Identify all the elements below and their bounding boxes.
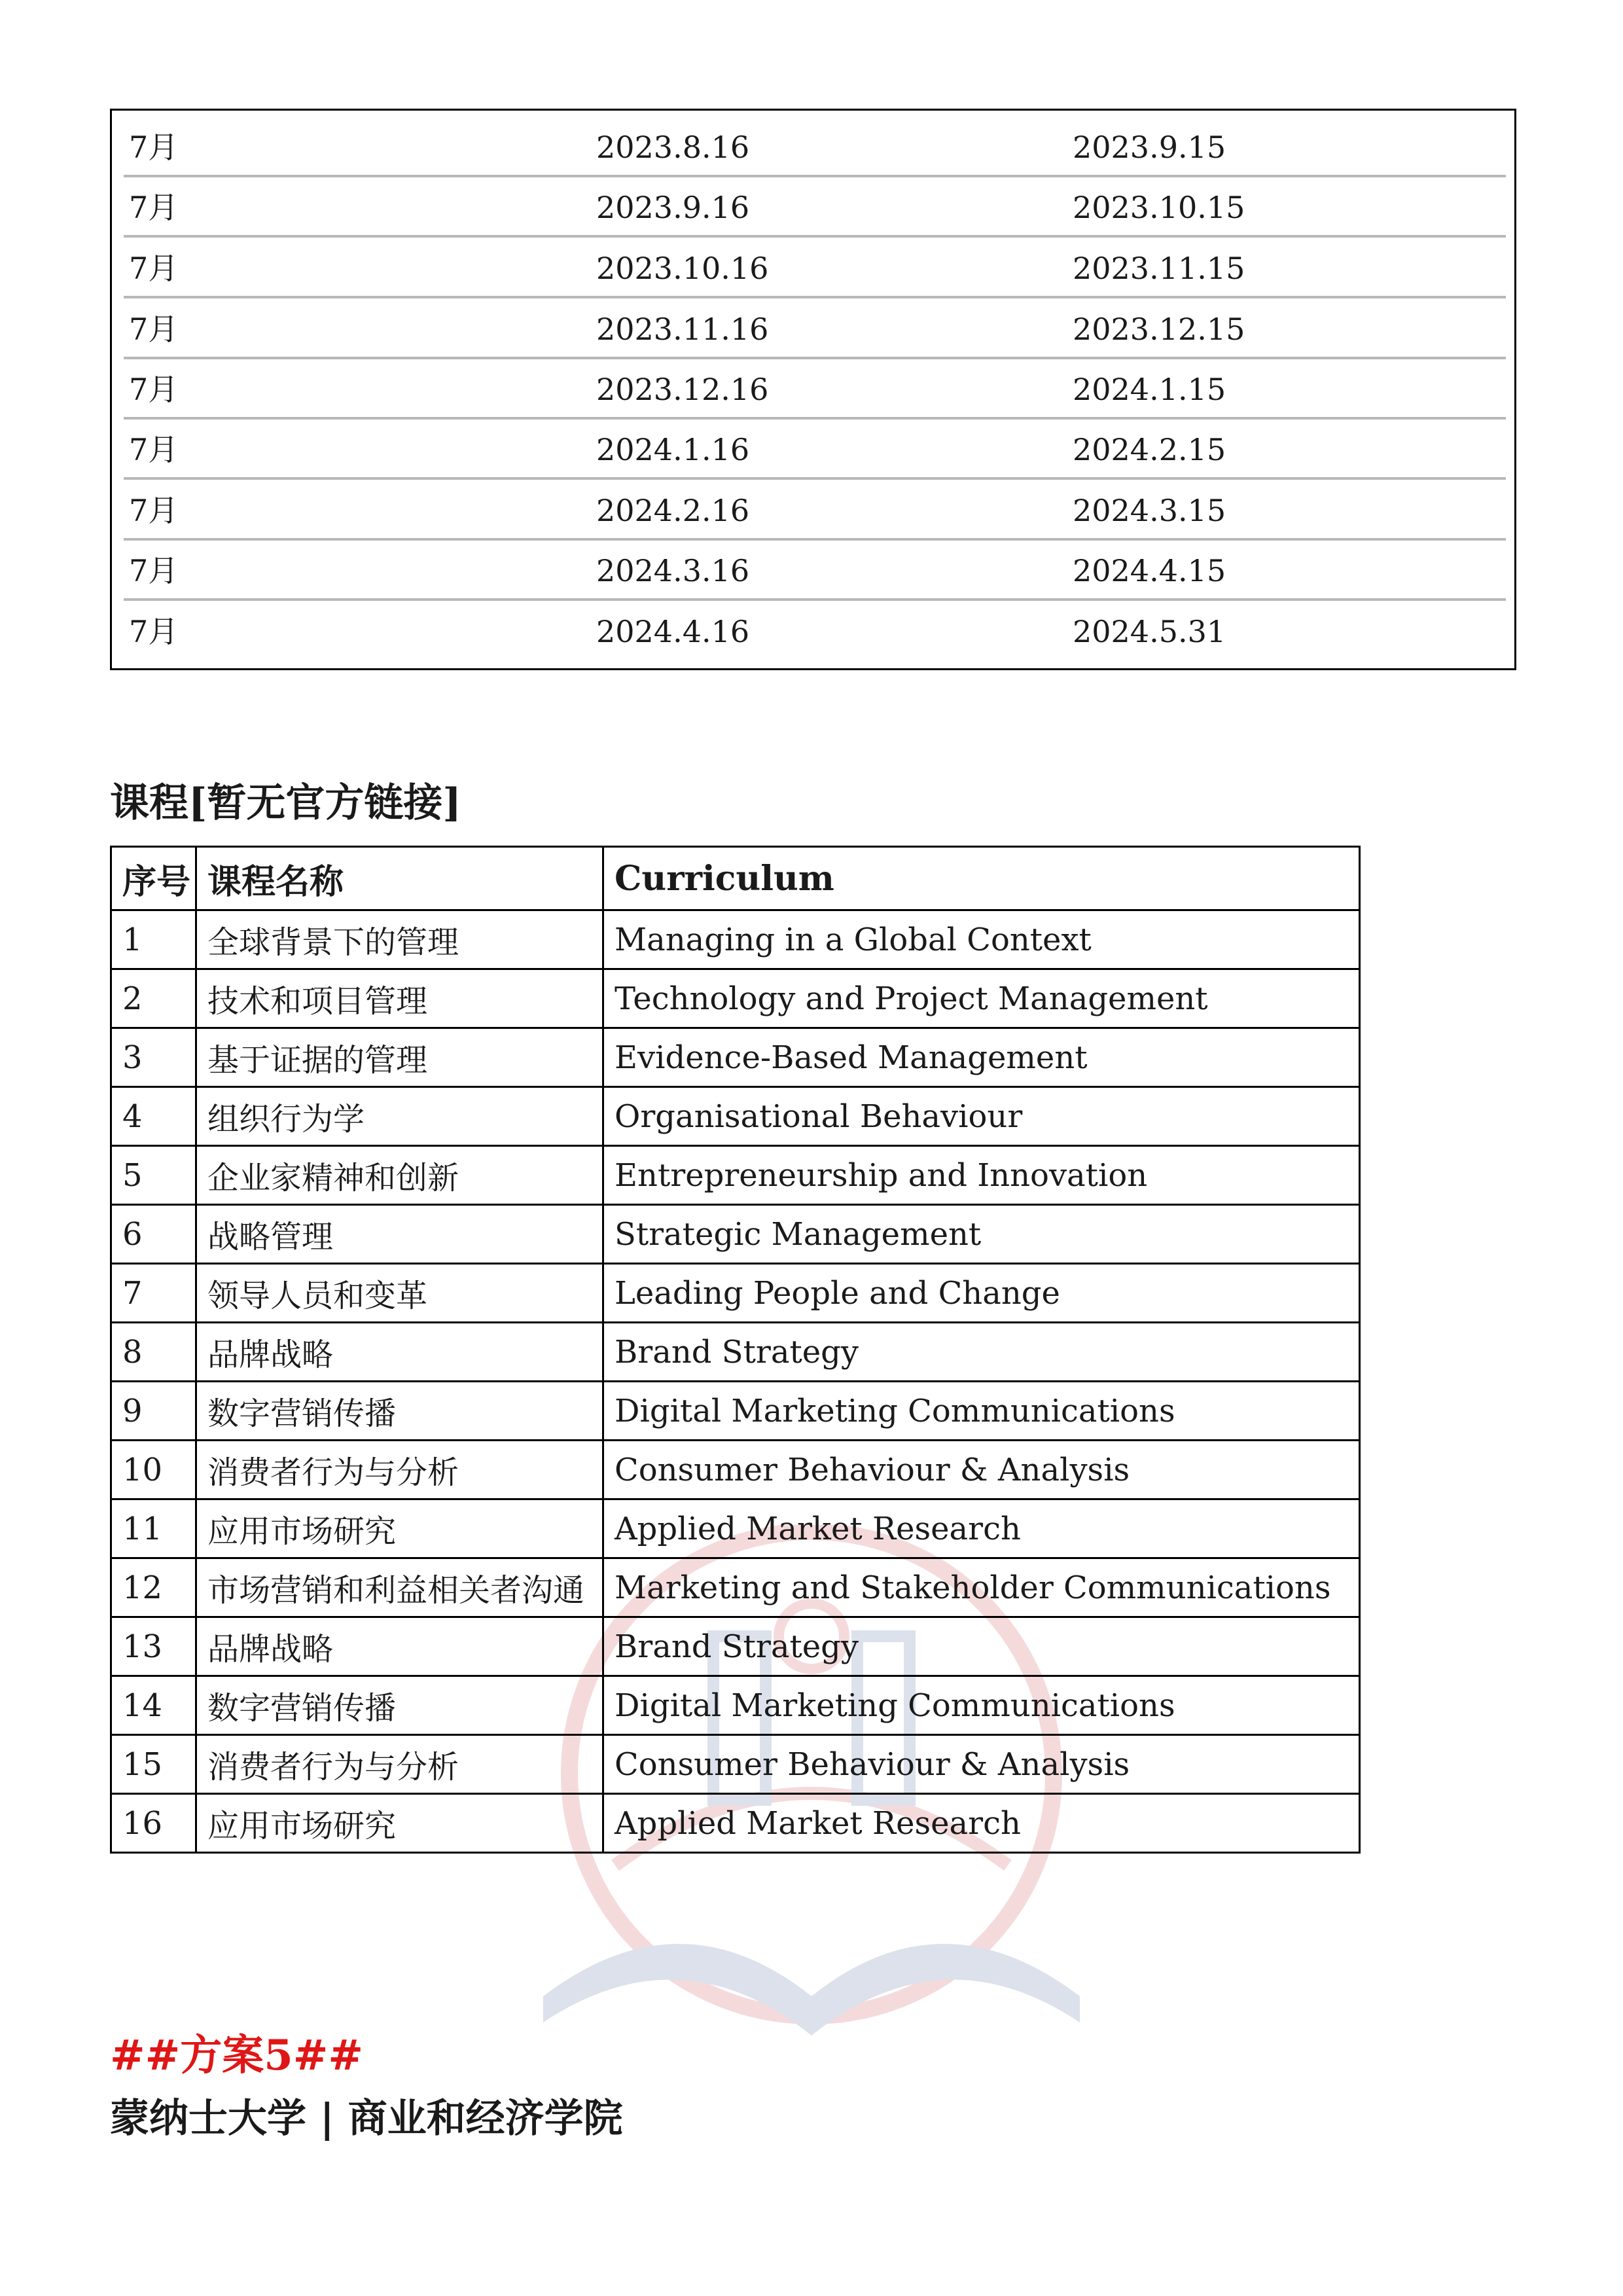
course-no: 15 [111,1735,196,1794]
course-name-en: Consumer Behaviour & Analysis [603,1441,1360,1499]
course-no: 11 [111,1499,196,1558]
table-row [111,1735,1360,1794]
course-name-cn: 战略管理 [196,1205,603,1264]
end-date-cell: 2023.9.15 [1073,130,1226,165]
start-date-cell: 2024.4.16 [596,614,750,649]
month-cell: 7月 [129,614,179,649]
table-row [111,1382,1360,1441]
course-no: 13 [111,1617,196,1676]
table-row [111,1323,1360,1382]
table-row [111,1676,1360,1735]
end-date-cell: 2023.12.15 [1073,312,1245,347]
course-table [110,846,1361,1854]
course-name-en: Technology and Project Management [603,969,1360,1028]
course-name-cn: 技术和项目管理 [196,969,603,1028]
table-header-row [111,847,1360,910]
intake-schedule-table [110,109,1516,670]
course-name-cn: 组织行为学 [196,1087,603,1146]
end-date-cell: 2024.5.31 [1073,614,1226,649]
course-no: 9 [111,1382,196,1441]
table-row [111,1794,1360,1853]
course-no: 5 [111,1146,196,1205]
end-date-cell: 2024.4.15 [1073,553,1226,588]
row-divider [124,235,1506,238]
course-name-en: Brand Strategy [603,1323,1360,1382]
month-cell: 7月 [129,251,179,286]
course-no: 4 [111,1087,196,1146]
course-no: 2 [111,969,196,1028]
table-row [124,359,1506,420]
course-name-cn: 应用市场研究 [196,1499,603,1558]
course-no: 12 [111,1558,196,1617]
header-no: 序号 [111,847,196,910]
course-name-en: Evidence-Based Management [603,1028,1360,1087]
start-date-cell: 2024.2.16 [596,493,750,528]
table-row [124,238,1506,298]
course-name-en: Strategic Management [603,1205,1360,1264]
table-row [111,910,1360,969]
table-row [111,1264,1360,1323]
end-date-cell: 2023.11.15 [1073,251,1245,286]
table-row [111,1499,1360,1558]
table-row [124,117,1506,177]
table-row [111,1441,1360,1499]
course-name-cn: 品牌战略 [196,1617,603,1676]
start-date-cell: 2024.1.16 [596,432,750,467]
course-name-cn: 数字营销传播 [196,1382,603,1441]
end-date-cell: 2024.3.15 [1073,493,1226,528]
table-row [111,1558,1360,1617]
school-title: 蒙纳士大学 | 商业和经济学院 [110,2096,623,2142]
table-row [111,969,1360,1028]
course-name-en: Managing in a Global Context [603,910,1360,969]
course-no: 3 [111,1028,196,1087]
month-cell: 7月 [129,372,179,407]
start-date-cell: 2023.11.16 [596,312,769,347]
course-name-en: Entrepreneurship and Innovation [603,1146,1360,1205]
course-no: 6 [111,1205,196,1264]
course-name-en: Organisational Behaviour [603,1087,1360,1146]
header-curriculum: Curriculum [603,847,1360,910]
table-row [124,480,1506,541]
course-no: 14 [111,1676,196,1735]
table-row [124,299,1506,359]
table-row [124,601,1506,662]
course-name-cn: 全球背景下的管理 [196,910,603,969]
table-row [111,1087,1360,1146]
course-name-cn: 数字营销传播 [196,1676,603,1735]
table-row [124,177,1506,238]
table-row [111,1205,1360,1264]
course-name-en: Consumer Behaviour & Analysis [603,1735,1360,1794]
course-name-cn: 领导人员和变革 [196,1264,603,1323]
course-name-cn: 基于证据的管理 [196,1028,603,1087]
course-name-cn: 消费者行为与分析 [196,1441,603,1499]
course-name-cn: 品牌战略 [196,1323,603,1382]
course-name-cn: 企业家精神和创新 [196,1146,603,1205]
course-name-en: Marketing and Stakeholder Communications [603,1558,1360,1617]
month-cell: 7月 [129,432,179,467]
course-name-en: Applied Market Research [603,1499,1360,1558]
table-row [111,1617,1360,1676]
course-no: 16 [111,1794,196,1853]
course-name-en: Digital Marketing Communications [603,1382,1360,1441]
course-no: 7 [111,1264,196,1323]
start-date-cell: 2024.3.16 [596,553,750,588]
end-date-cell: 2024.2.15 [1073,432,1226,467]
row-divider [124,477,1506,480]
course-name-en: Digital Marketing Communications [603,1676,1360,1735]
start-date-cell: 2023.10.16 [596,251,769,286]
course-name-cn: 消费者行为与分析 [196,1735,603,1794]
course-no: 1 [111,910,196,969]
course-name-en: Applied Market Research [603,1794,1360,1853]
row-divider [124,296,1506,298]
course-name-cn: 市场营销和利益相关者沟通 [196,1558,603,1617]
table-row [111,1146,1360,1205]
month-cell: 7月 [129,190,179,225]
course-name-en: Brand Strategy [603,1617,1360,1676]
start-date-cell: 2023.12.16 [596,372,769,407]
course-no: 8 [111,1323,196,1382]
month-cell: 7月 [129,130,179,165]
end-date-cell: 2024.1.15 [1073,372,1226,407]
start-date-cell: 2023.8.16 [596,130,750,165]
month-cell: 7月 [129,312,179,347]
course-section-title: 课程[暂无官方链接] [110,780,461,826]
table-row [124,541,1506,601]
header-course-name: 课程名称 [196,847,603,910]
table-row [124,420,1506,480]
course-name-en: Leading People and Change [603,1264,1360,1323]
month-cell: 7月 [129,553,179,588]
course-name-cn: 应用市场研究 [196,1794,603,1853]
table-row [111,1028,1360,1087]
start-date-cell: 2023.9.16 [596,190,750,225]
course-no: 10 [111,1441,196,1499]
plan-label: ##方案5## [110,2031,364,2080]
row-divider [124,598,1506,601]
month-cell: 7月 [129,493,179,528]
end-date-cell: 2023.10.15 [1073,190,1245,225]
